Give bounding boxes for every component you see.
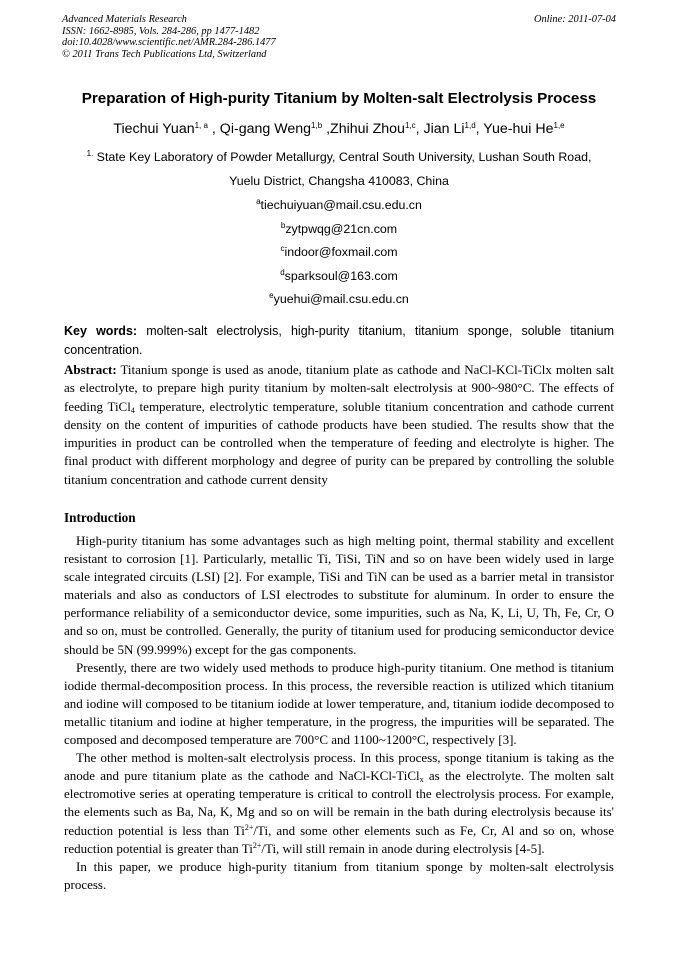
author-separator: ,	[207, 121, 220, 137]
page-header	[62, 14, 616, 60]
abstract	[64, 361, 614, 489]
abstract-subscript: 4	[130, 405, 135, 415]
issn-line: ISSN: 1662-8985, Vols. 284-286, pp 1477-1482	[62, 25, 260, 37]
paragraph-text: /Ti, and some other elements such as Fe, Cr, Al and so on, whose reduction potential is greater than Ti	[64, 822, 614, 856]
abstract-text: Titanium sponge is used as anode, titanium plate as cathode and NaCl-KCl-TiClx molten salt as electrolyte, to prepare high purity titanium by molten-salt electrolysis at 900~980	[64, 362, 614, 396]
abstract-text: temperature, electrolytic temperature, soluble titanium concentration and cathode current density on the content of impurities of cathode products have been studied. The results show that the impurities in product can be controlled when the temperature of feeding and electrolyte is higher. The final product with different morphology and degree of purity can be prepared by controlling the soluble titanium concentration and cathode current density	[64, 398, 615, 487]
email-e	[0, 292, 678, 306]
email-marker: c	[280, 244, 285, 253]
email-c	[0, 245, 678, 259]
affiliation-line-1	[0, 150, 678, 164]
abstract-degree: °C	[517, 380, 532, 396]
author-name: Tiechui Yuan	[113, 121, 195, 137]
introduction-body	[64, 532, 614, 894]
abstract-text: . The effects of feeding TiCl	[64, 380, 614, 414]
email-marker: e	[269, 291, 274, 300]
email-b	[0, 222, 678, 236]
author-name: Yue-hui He	[483, 121, 554, 137]
author-affiliation-mark: 1,e	[553, 121, 565, 130]
author-affiliation-mark: 1,b	[311, 121, 323, 130]
email-address: tiechuiyuan@mail.csu.edu.cn	[260, 198, 422, 212]
paragraph-text: /Ti, will still remain in anode during electrolysis [4-5].	[261, 840, 545, 856]
author-separator: ,	[475, 121, 484, 137]
email-address: indoor@foxmail.com	[284, 245, 398, 259]
affiliation-marker: 1.	[86, 149, 94, 158]
email-marker: d	[280, 268, 285, 277]
author-affiliation-mark: 1,c	[404, 121, 416, 130]
journal-name: Advanced Materials Research	[62, 14, 187, 25]
keywords	[64, 322, 614, 360]
paragraph: High-purity titanium has some advantages such as high melting point, thermal stability and excellent resistant to corrosion [1]. Particularly, metallic Ti, TiSi, TiN and so on have been widely used in large scale integrated circuits (LSI) [2]. For example, TiSi and TiN can be used as a barrier metal in transistor materials and also as conductors of LSI electrodes to substitute for aluminum. In order to ensure the performance reliability of a semiconductor device, some impurities, such as Na, K, Li, U, Th, Fe, Cr, O and so on, must be controlled. Generally, the purity of titanium used for producing semiconductor device should be 5N (99.999%) except for the gas components.	[64, 533, 614, 657]
doi-line: doi:10.4028/www.scientific.net/AMR.284-286.1477	[62, 37, 276, 49]
paper-title: Preparation of High-purity Titanium by Molten-salt Electrolysis Process	[81, 90, 597, 107]
subscript: x	[419, 775, 424, 785]
email-marker: b	[280, 221, 286, 230]
superscript: 2+	[252, 840, 262, 850]
author-affiliation-mark: 1,d	[464, 121, 476, 130]
email-a	[0, 198, 678, 212]
email-marker: a	[256, 197, 261, 206]
paragraph: In this paper, we produce high-purity titanium from titanium sponge by molten-salt electrolysis process.	[64, 858, 614, 892]
author-name: Zhihui Zhou	[330, 121, 405, 137]
keywords-label: Key words:	[64, 324, 138, 338]
email-d	[0, 269, 678, 283]
affiliation-line-2: Yuelu District, Changsha 410083, China	[229, 174, 449, 188]
abstract-label: Abstract:	[64, 362, 117, 377]
author-affiliation-mark: 1, a	[194, 121, 208, 130]
author-list	[0, 121, 678, 137]
online-date: Online: 2011-07-04	[533, 14, 616, 25]
email-address: zytpwqg@21cn.com	[285, 222, 398, 236]
email-address: yuehui@mail.csu.edu.cn	[273, 292, 409, 306]
paragraph: Presently, there are two widely used methods to produce high-purity titanium. One method is titanium iodide thermal-decomposition process. In this process, the reversible reaction is utilized which titanium and iodine will composed to be titanium iodide at lower temperature, and, titanium iodide decomposed to metallic titanium and iodine at higher temperature, in the progress, the impurities will be separated. The composed and decomposed temperature are 700°C and 1100~1200°C, respectively [3].	[64, 659, 614, 748]
author-name: Jian Li	[423, 121, 465, 137]
paragraph-text: The other method is molten-salt electrolysis process. In this process, sponge titanium is taking as the anode and pure titanium plate as the cathode and NaCl-KCl-TiCl	[64, 750, 614, 784]
author-name: Qi-gang Weng	[219, 121, 312, 137]
paragraph-text: as the electrolyte. The molten salt electromotive series at operating temperature is critical to controll the electrolysis process. For example, the elements such as Ba, Na, K, Mg and so on will be remain in the bath during electrolysis because its' reduction potential is less than Ti	[64, 768, 615, 838]
paragraph	[64, 749, 614, 858]
email-address: sparksoul@163.com	[284, 269, 398, 283]
section-heading-introduction: Introduction	[64, 510, 136, 525]
affiliation-text: State Key Laboratory of Powder Metallurgy, Central South University, Lushan South Road,	[93, 150, 592, 164]
author-separator: ,	[415, 121, 424, 137]
keywords-text: molten-salt electrolysis, high-purity titanium, titanium sponge, soluble titanium concentration.	[64, 324, 614, 357]
superscript: 2+	[244, 822, 254, 832]
copyright-line: © 2011 Trans Tech Publications Ltd, Switzerland	[62, 48, 267, 60]
author-separator: ,	[322, 121, 331, 137]
